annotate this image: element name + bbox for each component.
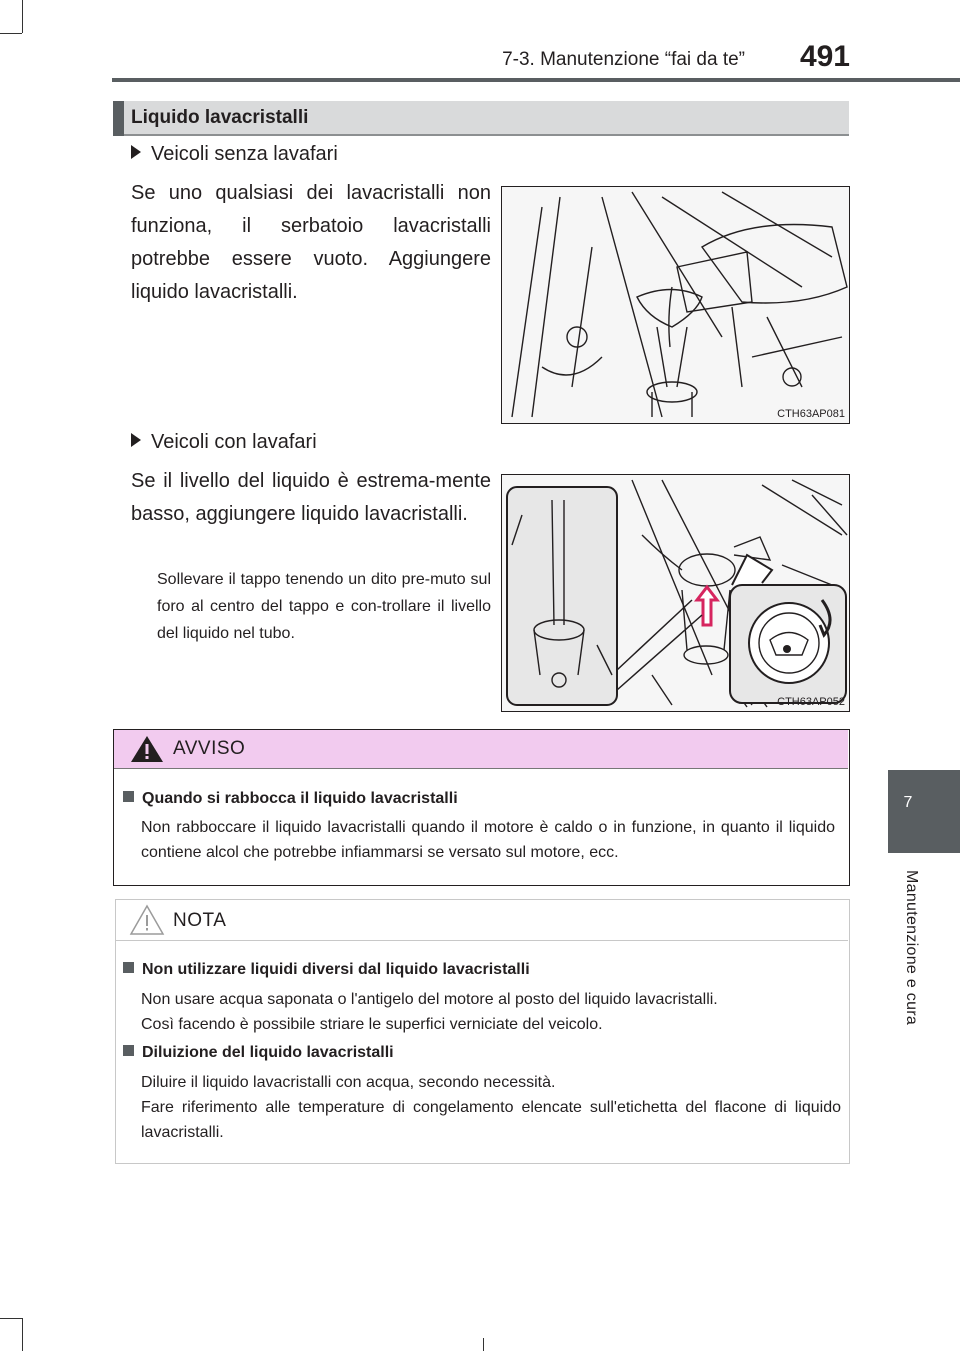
warning-triangle-icon (129, 734, 165, 764)
square-bullet-icon (123, 1045, 134, 1056)
paragraph-no-headlamp-washer: Se uno qualsiasi dei lavacristalli non funziona, il serbatoio lavacristalli potrebbe essere vuoto. Aggiungere liquido lavacristalli. (131, 182, 491, 303)
page-number: 491 (799, 40, 850, 73)
running-header-section: 7-3. Manutenzione “fai da te” (502, 49, 745, 70)
crop-mark (0, 1318, 22, 1319)
nota-title: NOTA (173, 910, 227, 931)
crop-mark (22, 1318, 23, 1351)
figure-level-tube (501, 474, 850, 712)
level-tube-illustration (502, 475, 849, 711)
figure-code: CTH63AP052 (777, 696, 845, 708)
funnel-pouring-illustration (502, 187, 849, 423)
nota-item-line: Così facendo è possibile striare le superfici verniciate del veicolo. (141, 1016, 603, 1033)
arrow-up-icon (697, 587, 717, 625)
nota-item-title-text: Non utilizzare liquidi diversi dal liquido lavacristalli (142, 961, 530, 978)
nota-item-line: Fare riferimento alle temperature di congelamento elencate sull'etichetta del flacone di liquido lavacristalli. (141, 1099, 841, 1141)
triangle-bullet-icon (131, 433, 141, 447)
crop-mark (0, 33, 22, 34)
avviso-item-title-text: Quando si rabbocca il liquido lavacristalli (142, 790, 458, 807)
square-bullet-icon (123, 791, 134, 802)
bullet-with-headlamp-washer (131, 431, 317, 454)
avviso-item-text: Non rabboccare il liquido lavacristalli quando il motore è caldo o in funzione, in quanto il liquido contiene alcol che potrebbe infiammarsi se versato sul motore, ecc. (141, 819, 835, 861)
chapter-label-text: Manutenzione e cura (903, 870, 920, 1026)
chapter-label (894, 870, 934, 1170)
bullet-no-headlamp-washer (131, 143, 338, 166)
nota-item-title-text: Diluizione del liquido lavacristalli (142, 1044, 394, 1061)
nota-item-line: Non usare acqua saponata o l'antigelo del motore al posto del liquido lavacristalli. (141, 991, 718, 1008)
nota-item-title (123, 961, 530, 979)
avviso-title: AVVISO (173, 738, 246, 759)
caution-triangle-icon (129, 904, 165, 936)
bullet-heading: Veicoli senza lavafari (151, 143, 338, 165)
crop-mark (22, 0, 23, 33)
section-heading-bar (113, 101, 124, 136)
paragraph-with-headlamp-washer: Se il livello del liquido è estrema-mente basso, aggiungere liquido lavacristalli. (131, 470, 491, 525)
header-rule (112, 78, 960, 82)
note-check-level: Sollevare il tappo tenendo un dito pre-muto sul foro al centro del tappo e con-trollare il livello del liquido nel tubo. (157, 571, 491, 642)
nota-item-line: Diluire il liquido lavacristalli con acqua, secondo necessità. (141, 1074, 556, 1091)
triangle-bullet-icon (131, 145, 141, 159)
nota-item-text (141, 1070, 841, 1145)
chapter-number: 7 (903, 794, 913, 811)
figure-refill-funnel (501, 186, 850, 424)
figure-code: CTH63AP081 (777, 408, 845, 420)
section-title: Liquido lavacristalli (131, 107, 309, 128)
crop-mark (483, 1338, 484, 1351)
nota-item-text (141, 987, 841, 1037)
bullet-heading: Veicoli con lavafari (151, 431, 317, 453)
nota-item-title (123, 1044, 394, 1062)
square-bullet-icon (123, 962, 134, 973)
avviso-item-title (123, 790, 458, 808)
